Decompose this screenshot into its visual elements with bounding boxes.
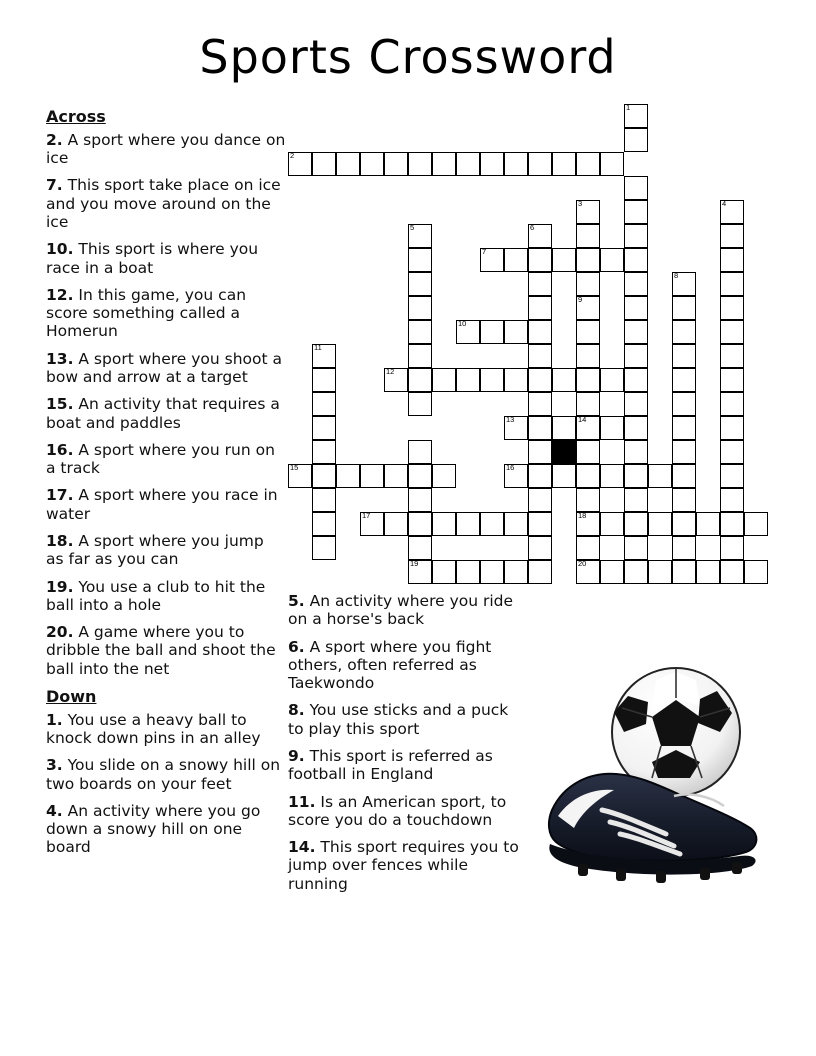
- clue-number: 13.: [46, 349, 74, 368]
- grid-cell-number: 16: [506, 463, 515, 472]
- clue-text: A sport where you run on a track: [46, 440, 275, 478]
- grid-cell[interactable]: [456, 560, 480, 584]
- clue-across-10: [46, 240, 286, 277]
- clue-text: A game where you to dribble the ball and shoot the ball into the net: [46, 623, 276, 678]
- clue-number: 2.: [46, 130, 63, 149]
- grid-cell[interactable]: [408, 464, 432, 488]
- grid-cell[interactable]: [528, 560, 552, 584]
- clue-text: An activity where you go down a snowy hill on one board: [46, 801, 261, 857]
- clue-text: An activity where you ride on a horse's back: [288, 592, 514, 629]
- grid-cell[interactable]: [288, 152, 312, 176]
- grid-cell[interactable]: [600, 464, 624, 488]
- grid-cell[interactable]: [672, 512, 696, 536]
- clue-number: 5.: [288, 592, 305, 610]
- grid-cell-number: 9: [578, 295, 583, 304]
- clue-number: 3.: [46, 756, 63, 775]
- clue-down-5: [288, 592, 520, 629]
- grid-cell[interactable]: [528, 416, 552, 440]
- grid-cell[interactable]: [408, 488, 432, 512]
- grid-cell[interactable]: [696, 560, 720, 584]
- grid-cell[interactable]: [576, 440, 600, 464]
- grid-cell[interactable]: [672, 296, 696, 320]
- clue-text: You use sticks and a puck to play this sport: [288, 701, 509, 738]
- grid-cell[interactable]: [528, 152, 552, 176]
- grid-cell[interactable]: [312, 392, 336, 416]
- grid-cell[interactable]: [504, 560, 528, 584]
- grid-cell[interactable]: [360, 464, 384, 488]
- clue-down-9: [288, 747, 520, 784]
- grid-cell[interactable]: [720, 560, 744, 584]
- clue-across-19: [46, 578, 286, 615]
- grid-cell-number: 18: [578, 511, 587, 520]
- grid-cell[interactable]: [408, 224, 432, 248]
- grid-cell[interactable]: [528, 296, 552, 320]
- grid-cell[interactable]: [528, 320, 552, 344]
- clue-number: 17.: [46, 486, 74, 505]
- grid-cell[interactable]: [360, 152, 384, 176]
- grid-cell[interactable]: [408, 152, 432, 176]
- clue-text: A sport where you shoot a bow and arrow at a target: [46, 349, 283, 386]
- grid-cell[interactable]: [624, 536, 648, 560]
- clue-across-18: [46, 532, 286, 569]
- grid-cell[interactable]: [576, 464, 600, 488]
- clue-text: A sport where you race in water: [46, 486, 278, 523]
- clue-number: 18.: [46, 531, 74, 550]
- grid-cell[interactable]: [720, 200, 744, 224]
- clue-across-12: [46, 286, 286, 341]
- grid-cell[interactable]: [576, 368, 600, 392]
- grid-cell[interactable]: [672, 320, 696, 344]
- grid-cell[interactable]: [504, 416, 528, 440]
- grid-cell[interactable]: [672, 560, 696, 584]
- clue-down-1: [46, 711, 286, 748]
- page-title: Sports Crossword: [199, 30, 617, 84]
- grid-cell[interactable]: [600, 248, 624, 272]
- grid-cell-number: 1: [626, 103, 631, 112]
- grid-cell[interactable]: [648, 512, 672, 536]
- clue-across-7: [46, 176, 286, 231]
- grid-cell[interactable]: [552, 416, 576, 440]
- grid-cell[interactable]: [576, 344, 600, 368]
- grid-cell[interactable]: [312, 368, 336, 392]
- grid-cell[interactable]: [576, 152, 600, 176]
- clue-number: 6.: [288, 637, 305, 656]
- grid-cell[interactable]: [528, 368, 552, 392]
- across-heading: Across: [46, 107, 106, 126]
- grid-cell-number: 4: [722, 199, 727, 208]
- grid-cell[interactable]: [624, 272, 648, 296]
- grid-cell[interactable]: [696, 512, 720, 536]
- grid-cell[interactable]: [480, 512, 504, 536]
- grid-cell[interactable]: [552, 248, 576, 272]
- clue-text: This sport take place on ice and you move around on the ice: [46, 176, 281, 231]
- soccer-cleat-icon: [549, 774, 756, 883]
- grid-cell[interactable]: [672, 368, 696, 392]
- clue-down-11: [288, 793, 520, 830]
- grid-cell[interactable]: [432, 152, 456, 176]
- clue-down-3: [46, 756, 286, 793]
- clue-across-16: [46, 441, 286, 478]
- grid-cell-number: 8: [674, 271, 679, 280]
- clue-across-17: [46, 486, 286, 523]
- grid-cell[interactable]: [600, 560, 624, 584]
- grid-cell[interactable]: [576, 512, 600, 536]
- grid-cell[interactable]: [624, 200, 648, 224]
- grid-cell-number: 17: [362, 511, 371, 520]
- grid-cell-number: 13: [506, 415, 515, 424]
- clue-down-14: [288, 838, 520, 893]
- down-heading: Down: [46, 686, 97, 706]
- grid-cell[interactable]: [672, 344, 696, 368]
- grid-cell[interactable]: [480, 560, 504, 584]
- grid-cell[interactable]: [672, 392, 696, 416]
- grid-cell[interactable]: [456, 512, 480, 536]
- grid-cell[interactable]: [720, 368, 744, 392]
- clue-across-20: [46, 623, 286, 678]
- grid-cell[interactable]: [624, 320, 648, 344]
- grid-cell[interactable]: [480, 248, 504, 272]
- grid-cell[interactable]: [408, 536, 432, 560]
- grid-cell[interactable]: [720, 224, 744, 248]
- grid-cell[interactable]: [720, 416, 744, 440]
- grid-cell-number: 5: [410, 223, 415, 232]
- grid-cell-number: 19: [410, 559, 419, 568]
- grid-cell[interactable]: [408, 368, 432, 392]
- grid-cell[interactable]: [648, 464, 672, 488]
- grid-cell[interactable]: [624, 440, 648, 464]
- grid-cell[interactable]: [408, 560, 432, 584]
- grid-cell[interactable]: [576, 560, 600, 584]
- grid-cell[interactable]: [504, 248, 528, 272]
- grid-cell[interactable]: [480, 152, 504, 176]
- grid-cell-number: 12: [386, 367, 395, 376]
- grid-cell[interactable]: [528, 392, 552, 416]
- grid-cell[interactable]: [672, 416, 696, 440]
- grid-cell[interactable]: [624, 416, 648, 440]
- grid-cell-number: 7: [482, 247, 487, 256]
- grid-cell[interactable]: [624, 176, 648, 200]
- grid-cell[interactable]: [432, 512, 456, 536]
- grid-cell[interactable]: [672, 440, 696, 464]
- grid-cell[interactable]: [360, 512, 384, 536]
- grid-cell[interactable]: [624, 248, 648, 272]
- crossword-grid[interactable]: [288, 104, 788, 588]
- clue-across-13: [46, 350, 286, 387]
- grid-cell[interactable]: [720, 344, 744, 368]
- grid-cell[interactable]: [552, 152, 576, 176]
- grid-cell[interactable]: [576, 200, 600, 224]
- grid-cell[interactable]: [408, 248, 432, 272]
- grid-cell[interactable]: [624, 104, 648, 128]
- clue-text: This sport is where you race in a boat: [46, 240, 259, 277]
- grid-cell[interactable]: [408, 440, 432, 464]
- grid-cell[interactable]: [288, 464, 312, 488]
- grid-cell[interactable]: [480, 368, 504, 392]
- grid-cell[interactable]: [624, 560, 648, 584]
- clue-down-8: [288, 701, 520, 738]
- grid-cell[interactable]: [528, 224, 552, 248]
- grid-cell[interactable]: [456, 320, 480, 344]
- grid-cell-number: 3: [578, 199, 583, 208]
- clue-text: An activity that requires a boat and paddles: [46, 395, 280, 432]
- grid-cell[interactable]: [720, 392, 744, 416]
- grid-cell[interactable]: [408, 296, 432, 320]
- clue-number: 15.: [46, 395, 74, 414]
- grid-cell[interactable]: [624, 128, 648, 152]
- grid-cell[interactable]: [720, 248, 744, 272]
- grid-cell[interactable]: [504, 512, 528, 536]
- clue-across-15: [46, 395, 286, 432]
- clue-number: 10.: [46, 240, 74, 259]
- grid-cell[interactable]: [528, 272, 552, 296]
- grid-cell-number: 20: [578, 559, 587, 568]
- grid-cell[interactable]: [384, 368, 408, 392]
- grid-cell[interactable]: [528, 512, 552, 536]
- clue-number: 4.: [46, 801, 63, 820]
- clue-number: 1.: [46, 710, 63, 729]
- clue-number: 14.: [288, 838, 316, 857]
- grid-block: [552, 440, 576, 464]
- grid-cell-number: 2: [290, 151, 295, 160]
- grid-cell[interactable]: [720, 488, 744, 512]
- grid-cell[interactable]: [624, 368, 648, 392]
- grid-cell[interactable]: [528, 488, 552, 512]
- grid-cell[interactable]: [384, 464, 408, 488]
- grid-cell-number: 15: [290, 463, 299, 472]
- grid-cell[interactable]: [528, 536, 552, 560]
- clue-number: 9.: [288, 746, 305, 765]
- grid-cell[interactable]: [336, 464, 360, 488]
- grid-cell[interactable]: [720, 440, 744, 464]
- clue-text: Is an American sport, to score you do a touchdown: [288, 792, 507, 829]
- soccer-ball-and-cleat-image: [524, 660, 788, 890]
- grid-cell[interactable]: [432, 560, 456, 584]
- grid-cell[interactable]: [624, 488, 648, 512]
- clue-number: 19.: [46, 577, 74, 596]
- grid-cell[interactable]: [624, 296, 648, 320]
- grid-cell[interactable]: [456, 152, 480, 176]
- clue-text: A sport where you fight others, often referred as Taekwondo: [288, 637, 492, 693]
- clue-number: 11.: [288, 792, 316, 811]
- clue-across-2: [46, 131, 286, 168]
- grid-cell[interactable]: [504, 368, 528, 392]
- grid-cell[interactable]: [384, 512, 408, 536]
- grid-cell[interactable]: [600, 152, 624, 176]
- clue-number: 8.: [288, 701, 305, 720]
- grid-cell[interactable]: [504, 464, 528, 488]
- grid-cell[interactable]: [480, 320, 504, 344]
- grid-cell-number: 6: [530, 223, 535, 232]
- grid-cell[interactable]: [672, 272, 696, 296]
- clue-down-6: [288, 638, 520, 693]
- grid-cell[interactable]: [408, 392, 432, 416]
- grid-cell[interactable]: [408, 512, 432, 536]
- clues-column-middle: [288, 592, 520, 902]
- grid-cell[interactable]: [624, 392, 648, 416]
- grid-cell[interactable]: [720, 464, 744, 488]
- grid-cell[interactable]: [432, 464, 456, 488]
- grid-cell[interactable]: [312, 536, 336, 560]
- grid-cell[interactable]: [552, 368, 576, 392]
- clue-text: You use a heavy ball to knock down pins in an alley: [46, 710, 261, 748]
- grid-cell[interactable]: [528, 440, 552, 464]
- grid-cell[interactable]: [312, 344, 336, 368]
- grid-cell[interactable]: [336, 152, 360, 176]
- clue-number: 7.: [46, 176, 63, 195]
- grid-cell[interactable]: [408, 320, 432, 344]
- grid-cell[interactable]: [312, 440, 336, 464]
- grid-cell[interactable]: [576, 224, 600, 248]
- grid-cell-number: 10: [458, 319, 467, 328]
- grid-cell[interactable]: [576, 272, 600, 296]
- grid-cell[interactable]: [672, 464, 696, 488]
- grid-cell[interactable]: [312, 464, 336, 488]
- grid-cell[interactable]: [720, 536, 744, 560]
- grid-cell[interactable]: [624, 512, 648, 536]
- grid-cell[interactable]: [744, 560, 768, 584]
- clue-text: This sport is referred as football in England: [288, 746, 493, 784]
- grid-cell[interactable]: [528, 464, 552, 488]
- grid-cell-number: 14: [578, 415, 587, 424]
- grid-cell[interactable]: [528, 344, 552, 368]
- grid-cell[interactable]: [720, 296, 744, 320]
- grid-cell[interactable]: [312, 488, 336, 512]
- grid-cell[interactable]: [384, 152, 408, 176]
- grid-cell[interactable]: [576, 416, 600, 440]
- grid-cell[interactable]: [576, 488, 600, 512]
- grid-cell[interactable]: [408, 344, 432, 368]
- grid-cell[interactable]: [600, 368, 624, 392]
- grid-cell[interactable]: [624, 464, 648, 488]
- grid-cell[interactable]: [600, 512, 624, 536]
- grid-cell[interactable]: [312, 152, 336, 176]
- grid-cell[interactable]: [720, 512, 744, 536]
- grid-cell[interactable]: [552, 464, 576, 488]
- grid-cell[interactable]: [576, 248, 600, 272]
- clue-text: A sport where you jump as far as you can: [46, 531, 264, 569]
- clue-text: In this game, you can score something called a Homerun: [46, 285, 247, 341]
- grid-cell[interactable]: [720, 320, 744, 344]
- grid-cell[interactable]: [576, 536, 600, 560]
- clue-text: A sport where you dance on ice: [46, 130, 286, 168]
- grid-cell[interactable]: [648, 560, 672, 584]
- clue-text: You slide on a snowy hill on two boards on your feet: [46, 756, 281, 793]
- grid-cell[interactable]: [576, 320, 600, 344]
- grid-cell[interactable]: [600, 416, 624, 440]
- grid-cell[interactable]: [312, 512, 336, 536]
- grid-cell-number: 11: [314, 343, 322, 352]
- grid-cell[interactable]: [456, 368, 480, 392]
- grid-cell[interactable]: [504, 320, 528, 344]
- grid-cell[interactable]: [672, 488, 696, 512]
- grid-cell[interactable]: [432, 368, 456, 392]
- grid-cell[interactable]: [624, 224, 648, 248]
- clues-column-left: [46, 108, 286, 866]
- grid-cell[interactable]: [312, 416, 336, 440]
- clue-number: 16.: [46, 440, 74, 459]
- clue-text: This sport requires you to jump over fences while running: [288, 838, 519, 893]
- clue-number: 12.: [46, 285, 74, 304]
- grid-cell[interactable]: [672, 536, 696, 560]
- grid-cell[interactable]: [720, 272, 744, 296]
- clue-down-4: [46, 802, 286, 857]
- grid-cell[interactable]: [408, 272, 432, 296]
- clue-text: You use a club to hit the ball into a hole: [46, 577, 266, 614]
- grid-cell[interactable]: [576, 296, 600, 320]
- clue-number: 20.: [46, 623, 74, 642]
- grid-cell[interactable]: [576, 392, 600, 416]
- grid-cell[interactable]: [744, 512, 768, 536]
- grid-cell[interactable]: [528, 248, 552, 272]
- grid-cell[interactable]: [624, 344, 648, 368]
- grid-cell[interactable]: [504, 152, 528, 176]
